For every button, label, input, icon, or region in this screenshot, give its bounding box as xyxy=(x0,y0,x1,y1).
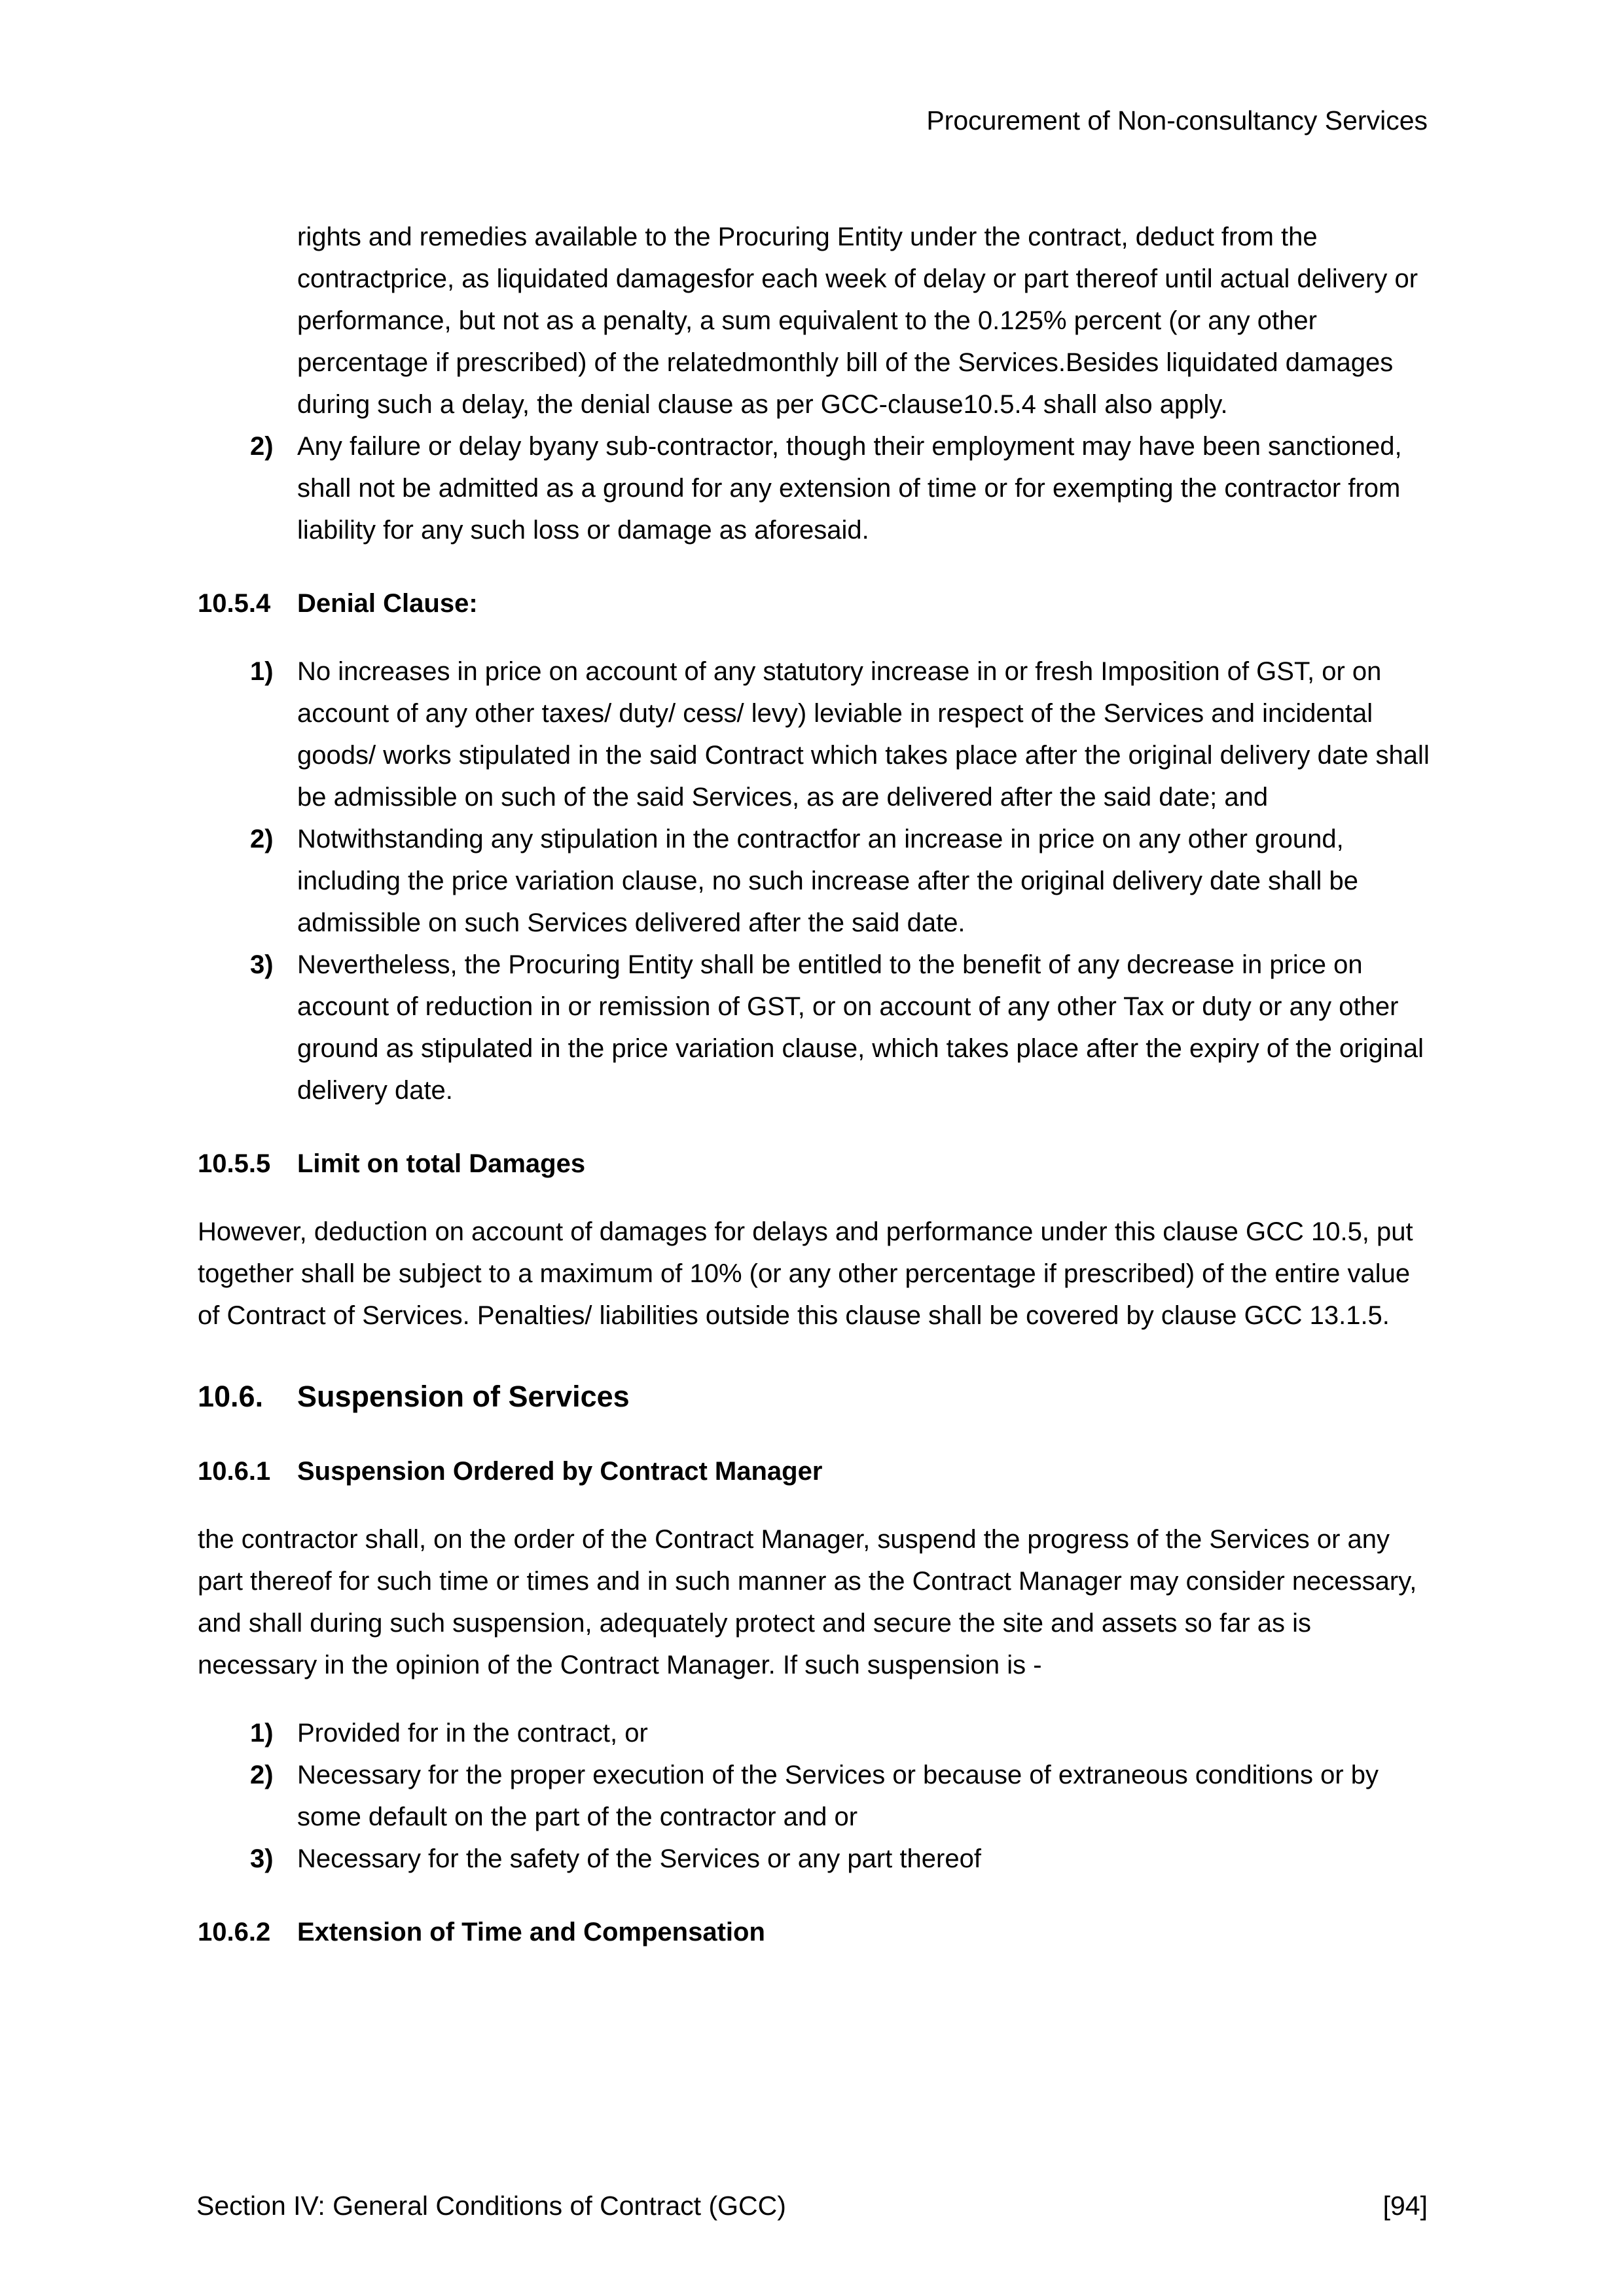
list-number: 2) xyxy=(250,825,274,853)
clause-number: 10.6. xyxy=(198,1380,264,1413)
list-item-text: Nevertheless, the Procuring Entity shall be entitled to the benefit of any decrease in price on account of reduction in or remission of GST, or on account of any other Tax or duty or any other ground as stipulated in the price variation clause, which takes place after the expiry of the original delivery date. xyxy=(297,950,1424,1105)
list-item xyxy=(198,944,1430,1111)
clause-number: 10.5.5 xyxy=(198,1149,271,1178)
clause-title: Suspension of Services xyxy=(297,1380,630,1413)
list-number: 1) xyxy=(250,657,274,686)
clause-heading-10-5-4 xyxy=(198,583,1430,624)
clause-heading-10-6-2 xyxy=(198,1911,1430,1953)
list-number: 3) xyxy=(250,1844,274,1873)
document-content xyxy=(198,216,1430,1953)
list-denial-clause xyxy=(198,651,1430,1111)
list-item xyxy=(198,425,1430,551)
paragraph-limit-damages: However, deduction on account of damages for delays and performance under this clause GCC 10.5, put together shall be subject to a maximum of 10% (or any other percentage if prescribed) of the entire value of Contract of Services. Penalties/ liabilities outside this clause shall be covered by clause GCC 13.1.5. xyxy=(198,1217,1413,1330)
footer-page-number: [94] xyxy=(1382,2191,1428,2221)
clause-title: Denial Clause: xyxy=(297,589,478,618)
paragraph-continuation: rights and remedies available to the Procuring Entity under the contract, deduct from the contractprice, as liquidated damagesfor each week of delay or part thereof until actual delivery or performance, but not as a penalty, a sum equivalent to the 0.125% percent (or any other percentage if prescribed) of the relatedmonthly bill of the Services.Besides liquidated damages during such a delay, the denial clause as per GCC-clause10.5.4 shall also apply. xyxy=(297,223,1418,419)
list-number: 2) xyxy=(250,432,274,461)
page-header: Procurement of Non-consultancy Services xyxy=(926,105,1428,135)
clause-heading-10-5-5 xyxy=(198,1143,1430,1185)
list-item-text: No increases in price on account of any statutory increase in or fresh Imposition of GST, or on account of any other taxes/ duty/ cess/ levy) leviable in respect of the Services and incidental goods/ works stipulated in the said Contract which takes place after the original delivery date shall be admissible on such of the said Services, as are delivered after the said date; and xyxy=(297,657,1430,812)
list-number: 1) xyxy=(250,1719,274,1748)
list-continuation xyxy=(198,425,1430,551)
clause-number: 10.5.4 xyxy=(198,589,271,618)
list-item-text: Any failure or delay byany sub-contractor, though their employment may have been sanctioned, shall not be admitted as a ground for any extension of time or for exempting the contractor from liability for any such loss or damage as aforesaid. xyxy=(297,432,1402,545)
list-item xyxy=(198,818,1430,944)
page-footer xyxy=(196,2185,1428,2227)
clause-heading-10-6 xyxy=(198,1374,1430,1419)
list-suspension xyxy=(198,1712,1430,1880)
footer-section-label: Section IV: General Conditions of Contract (GCC) xyxy=(196,2191,786,2221)
clause-number: 10.6.2 xyxy=(198,1918,271,1946)
list-item xyxy=(198,651,1430,818)
clause-title: Extension of Time and Compensation xyxy=(297,1918,765,1946)
list-number: 2) xyxy=(250,1761,274,1789)
list-number: 3) xyxy=(250,950,274,979)
clause-heading-10-6-1 xyxy=(198,1450,1430,1492)
list-item-text: Provided for in the contract, or xyxy=(297,1719,648,1748)
list-item-text: Necessary for the proper execution of the Services or because of extraneous conditions or by some default on the part of the contractor and or xyxy=(297,1761,1379,1831)
clause-number: 10.6.1 xyxy=(198,1457,271,1486)
list-item xyxy=(198,1838,1430,1880)
list-item-text: Necessary for the safety of the Services or any part thereof xyxy=(297,1844,981,1873)
list-item xyxy=(198,1754,1430,1838)
clause-title: Limit on total Damages xyxy=(297,1149,586,1178)
list-item xyxy=(198,1712,1430,1754)
clause-title: Suspension Ordered by Contract Manager xyxy=(297,1457,823,1486)
list-item-text: Notwithstanding any stipulation in the contractfor an increase in price on any other ground, including the price variation clause, no such increase after the original delivery date shall be admissible on such Services delivered after the said date. xyxy=(297,825,1358,937)
paragraph-suspension: the contractor shall, on the order of the Contract Manager, suspend the progress of the Services or any part thereof for such time or times and in such manner as the Contract Manager may consider necessary, and shall during such suspension, adequately protect and secure the site and assets so far as is necessary in the opinion of the Contract Manager. If such suspension is - xyxy=(198,1525,1417,1679)
